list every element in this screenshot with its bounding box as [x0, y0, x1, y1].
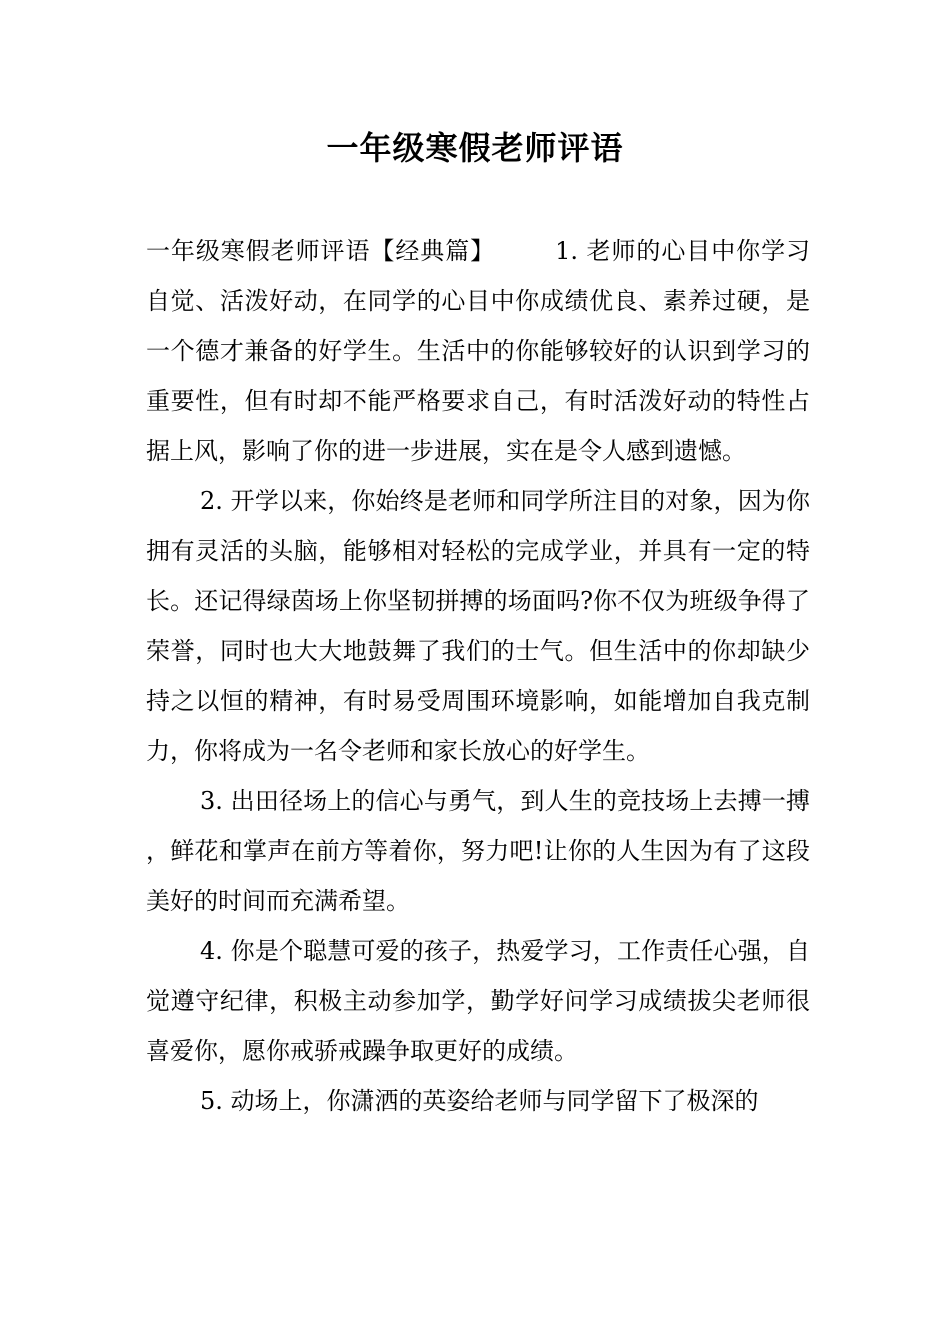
document-title: 一年级寒假老师评语	[326, 129, 624, 167]
paragraph-4: 4. 你是个聪慧可爱的孩子，热爱学习，工作责任心强，自觉遵守纪律，积极主动参加学，勤学好问学习成绩拔尖老师很喜爱你，愿你戒骄戒躁争取更好的成绩。	[146, 937, 810, 1065]
paragraph-1-text: 1. 老师的心目中你学习自觉、活泼好动，在同学的心目中你成绩优良、素养过硬，是一个德才兼备的好学生。生活中的你能够较好的认识到学习的重要性，但有时却不能严格要求自己，有时活泼好动的特性占据上风，影响了你的进一步进展，实在是令人感到遗憾。	[146, 237, 811, 465]
paragraph-1	[146, 226, 810, 476]
intro-heading: 一年级寒假老师评语【经典篇】	[146, 237, 496, 265]
paragraph-2: 2. 开学以来，你始终是老师和同学所注目的对象，因为你拥有灵活的头脑，能够相对轻松的完成学业，并具有一定的特长。还记得绿茵场上你坚韧拼搏的场面吗?你不仅为班级争得了荣誉，同时也大大地鼓舞了我们的士气。但生活中的你却缺少持之以恒的精神，有时易受周围环境影响，如能增加自我克制力，你将成为一名令老师和家长放心的好学生。	[146, 487, 810, 765]
paragraph-5: 5. 动场上，你潇洒的英姿给老师与同学留下了极深的	[200, 1087, 759, 1115]
document-body	[146, 226, 810, 1126]
paragraph-3: 3. 出田径场上的信心与勇气，到人生的竞技场上去搏一搏，鲜花和掌声在前方等着你，努力吧!让你的人生因为有了这段美好的时间而充满希望。	[146, 787, 810, 915]
